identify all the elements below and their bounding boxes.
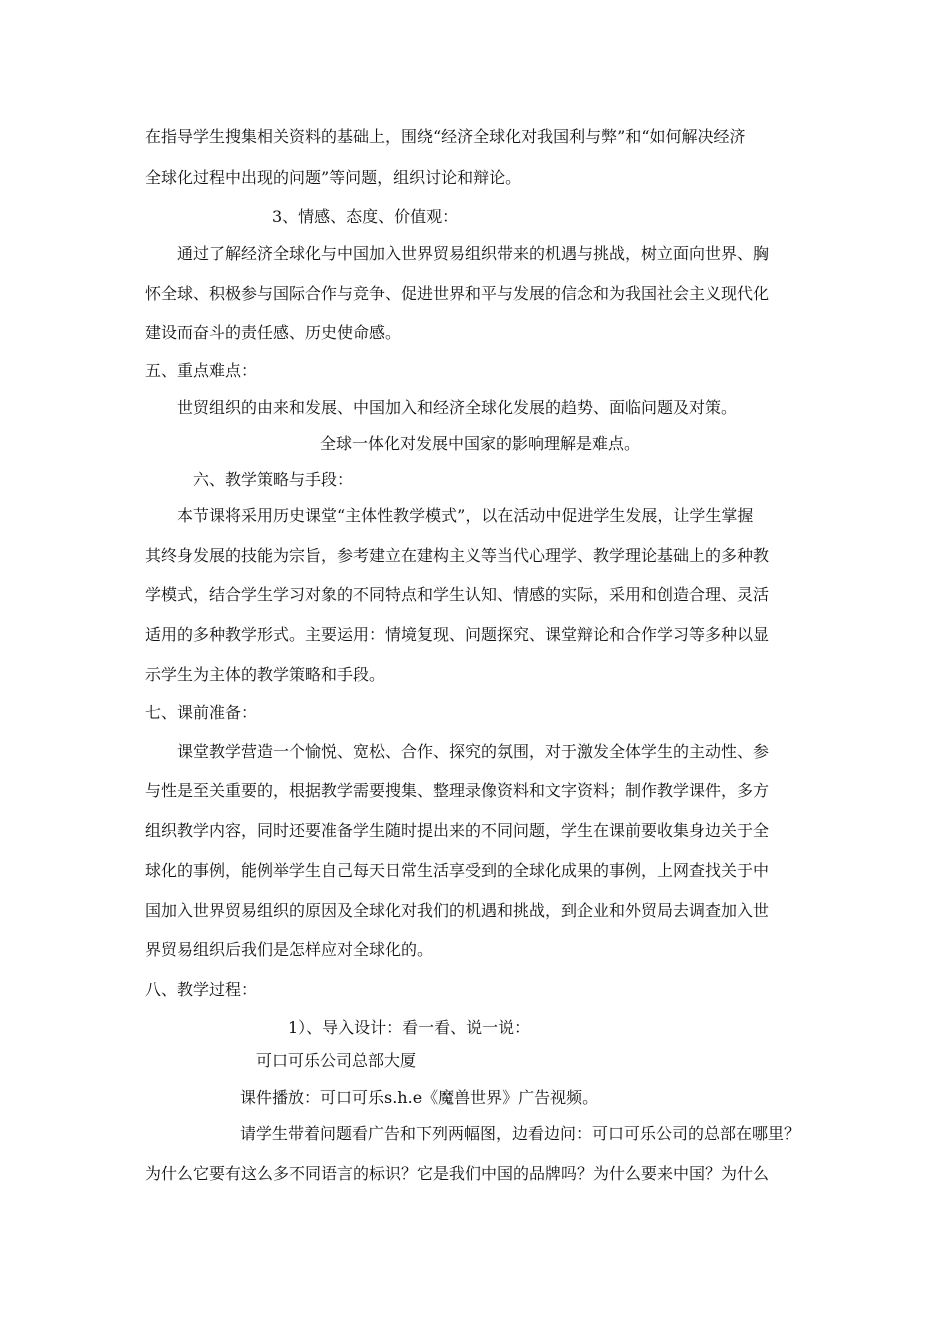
paragraph-line: 通过了解经济全球化与中国加入世界贸易组织带来的机遇与挑战，树立面向世界、胸 bbox=[177, 244, 770, 263]
paragraph-line: 为什么它要有这么多不同语言的标识？它是我们中国的品牌吗？为什么要来中国？为什么 bbox=[145, 1164, 770, 1183]
paragraph-line: 建设而奋斗的责任感、历史使命感。 bbox=[145, 323, 402, 342]
paragraph-line: 与性是至关重要的，根据教学需要搜集、整理录像资料和文字资料；制作教学课件，多方 bbox=[145, 781, 770, 800]
paragraph-line: 全球一体化对发展中国家的影响理解是难点。 bbox=[320, 434, 641, 453]
subsection-heading: 3、情感、态度、价值观： bbox=[272, 207, 459, 226]
paragraph-line: 怀全球、积极参与国际合作与竞争、促进世界和平与发展的信念和为我国社会主义现代化 bbox=[145, 284, 770, 303]
paragraph-line: 课堂教学营造一个愉悦、宽松、合作、探究的氛围，对于激发全体学生的主动性、参 bbox=[177, 742, 770, 761]
section-heading: 五、重点难点： bbox=[145, 361, 258, 380]
paragraph-line: 界贸易组织后我们是怎样应对全球化的。 bbox=[145, 940, 434, 959]
paragraph-line: 示学生为主体的教学策略和手段。 bbox=[145, 665, 386, 684]
paragraph-line: 其终身发展的技能为宗旨，参考建立在建构主义等当代心理学、教学理论基础上的多种教 bbox=[145, 546, 770, 565]
paragraph-line: 世贸组织的由来和发展、中国加入和经济全球化发展的趋势、面临问题及对策。 bbox=[177, 398, 738, 417]
paragraph-line: 国加入世界贸易组织的原因及全球化对我们的机遇和挑战，到企业和外贸局去调查加入世 bbox=[145, 901, 770, 920]
paragraph-line: 学模式，结合学生学习对象的不同特点和学生认知、情感的实际，采用和创造合理、灵活 bbox=[145, 585, 770, 604]
paragraph-line: 组织教学内容，同时还要准备学生随时提出来的不同问题，学生在课前要收集身边关于全 bbox=[145, 821, 770, 840]
paragraph-line: 全球化过程中出现的问题”等问题，组织讨论和辩论。 bbox=[145, 168, 522, 187]
paragraph-line: 适用的多种教学形式。主要运用：情境复现、问题探究、课堂辩论和合作学习等多种以显 bbox=[145, 625, 770, 644]
paragraph-line: 本节课将采用历史课堂“主体性教学模式”，以在活动中促进学生发展，让学生掌握 bbox=[177, 506, 754, 525]
section-heading: 七、课前准备： bbox=[145, 703, 258, 722]
paragraph-line: 在指导学生搜集相关资料的基础上，围绕“经济全球化对我国利与弊”和“如何解决经济 bbox=[145, 127, 746, 146]
paragraph-line: 球化的事例，能例举学生自己每天日常生活享受到的全球化成果的事例，上网查找关于中 bbox=[145, 861, 770, 880]
section-heading: 八、教学过程： bbox=[145, 980, 258, 999]
paragraph-line: 请学生带着问题看广告和下列两幅图，边看边问：可口可乐公司的总部在哪里？ bbox=[240, 1124, 801, 1143]
paragraph-line: 课件播放：可口可乐s.h.e《魔兽世界》广告视频。 bbox=[240, 1088, 599, 1107]
subsection-heading: 1）、导入设计：看一看、说一说： bbox=[288, 1018, 531, 1037]
figure-caption: 可口可乐公司总部大厦 bbox=[256, 1051, 417, 1070]
section-heading: 六、教学策略与手段： bbox=[193, 470, 354, 489]
